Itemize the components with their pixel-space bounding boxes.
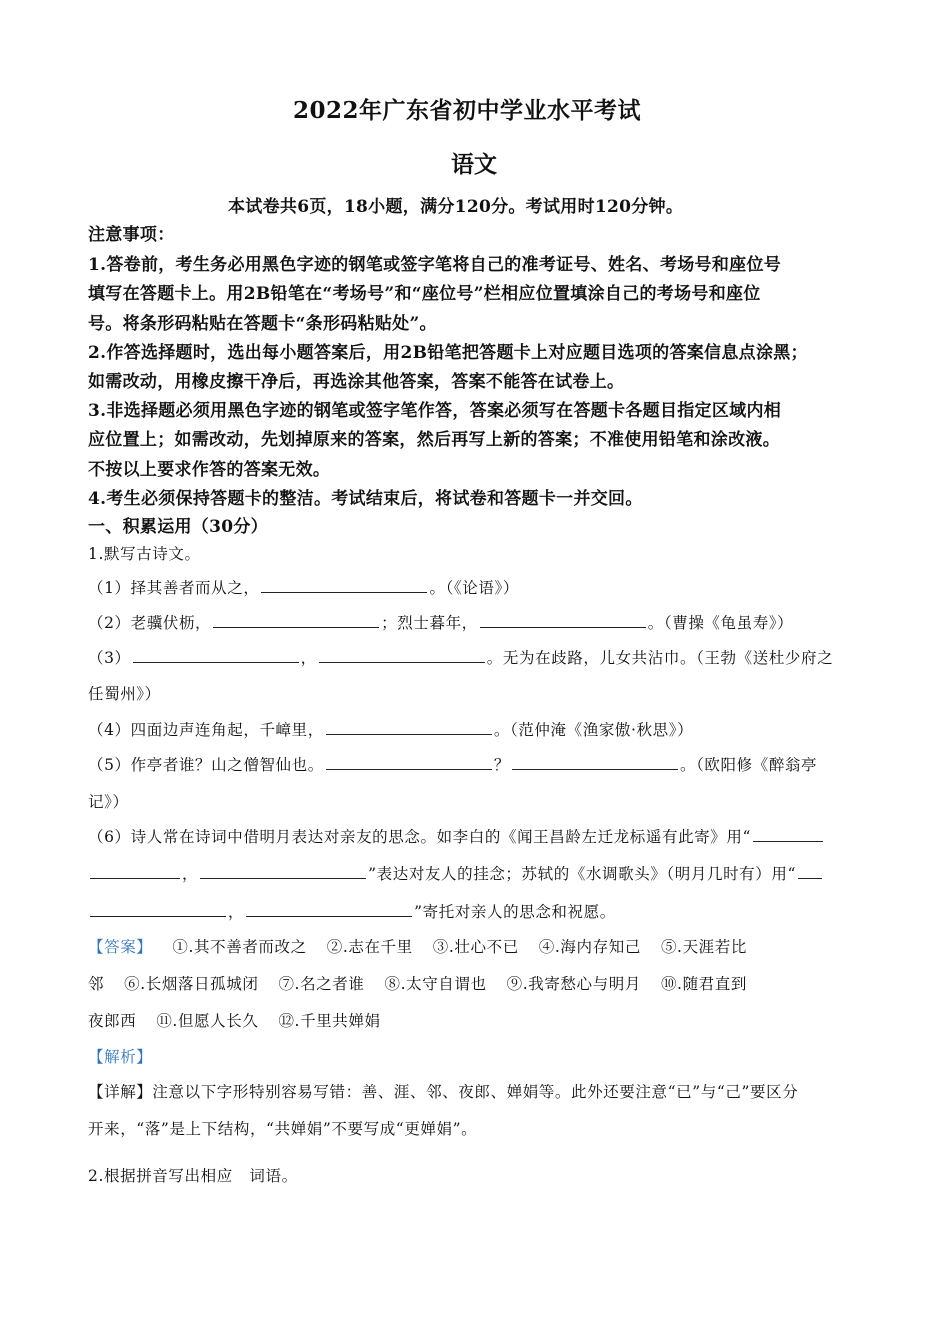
- analysis-detail-line-1: [88, 1080, 798, 1102]
- q1-part-1: [88, 576, 519, 598]
- analysis-label: 【解析】: [88, 1048, 153, 1066]
- notice-item-3-line-2: 应位置上；如需改动，先划掉原来的答案，然后再写上新的答案；不准使用铅笔和涂改液。: [88, 430, 780, 450]
- answer-item: ③.壮心不已: [432, 938, 519, 956]
- q1-part-3: [88, 646, 833, 668]
- q1-part-6-end: ”寄托对亲人的思念和祝愿。: [414, 903, 616, 921]
- answer-item: ②.志在千里: [326, 938, 413, 956]
- q1-part-3-text: 。无为在歧路，儿女共沾巾。（王勃《送杜少府之: [486, 649, 834, 667]
- q1-part-5: [88, 753, 817, 775]
- answer-blank[interactable]: [798, 863, 822, 879]
- answer-item: ⑫.千里共婵娟: [278, 1012, 381, 1030]
- q1-part-3-cont: 任蜀州》）: [88, 685, 161, 703]
- answer-item: ⑧.太守自谓也: [384, 975, 487, 993]
- notice-item-3-line-1: 3.非选择题必须用黑色字迹的钢笔或签字笔作答，答案必须写在答题卡各题目指定区域内相: [88, 401, 782, 421]
- answer-item: ⑨.我寄愁心与明月: [506, 975, 641, 993]
- notice-item-2-line-1: 2.作答选择题时，选出每小题答案后，用2B铅笔把答题卡上对应题目选项的答案信息点涂黑；: [88, 343, 808, 363]
- answer-blank[interactable]: [133, 647, 299, 663]
- q1-part-3-num: （3）: [88, 649, 131, 667]
- q2-stem: 2.根据拼音写出相应 词语。: [88, 1167, 298, 1185]
- q1-part-4: [88, 718, 693, 740]
- answer-blank[interactable]: [512, 754, 678, 770]
- answer-item: 邻: [88, 975, 105, 993]
- q1-part-6-mid: ，: [182, 865, 199, 883]
- notice-item-1-line-3: 号。将条形码粘贴在答题卡“条形码粘贴处”。: [88, 314, 437, 334]
- q1-part-1-source: 。（《论语》）: [429, 579, 519, 597]
- q1-part-2-source: 。（曹操《龟虽寿》）: [647, 614, 794, 632]
- q1-part-2-mid: ；烈士暮年，: [381, 614, 478, 632]
- notice-item-4-line-1: 4.考生必须保持答题卡的整洁。考试结束后，将试卷和答题卡一并交回。: [88, 489, 643, 509]
- answer-line-2: [88, 972, 747, 994]
- q1-part-4-source: 。（范仲淹《渔家傲·秋思》）: [493, 721, 694, 739]
- q1-part-6-text: （6）诗人常在诗词中借明月表达对亲友的思念。如李白的《闻王昌龄左迁龙标遥有此寄》用“: [88, 828, 751, 846]
- answer-blank[interactable]: [480, 612, 646, 628]
- answer-blank[interactable]: [326, 719, 492, 735]
- answer-blank[interactable]: [319, 647, 485, 663]
- answer-blank[interactable]: [200, 863, 366, 879]
- answer-blank[interactable]: [90, 901, 226, 917]
- notice-heading: 注意事项：: [88, 225, 175, 245]
- answer-blank[interactable]: [326, 754, 492, 770]
- answer-item: ①.其不善者而改之: [172, 938, 307, 956]
- answer-blank[interactable]: [90, 863, 180, 879]
- notice-item-1-line-1: 1.答卷前，考生务必用黑色字迹的钢笔或签字笔将自己的准考证号、姓名、考场号和座位号: [88, 255, 782, 275]
- notice-item-1-line-2: 填写在答题卡上。用2B铅笔在“考场号”和“座位号”栏相应位置填涂自己的考场号和座位: [88, 284, 761, 304]
- notice-item-3-line-3: 不按以上要求作答的答案无效。: [88, 460, 331, 480]
- q1-part-5-mid: ？: [493, 756, 510, 774]
- analysis-detail-line-2: 开来，“落”是上下结构，“共婵娟”不要写成“更婵娟”。: [88, 1120, 478, 1138]
- answer-label: 【答案】: [88, 938, 153, 956]
- q1-part-6-mid-2: ，: [228, 903, 245, 921]
- answer-line-3: [88, 1009, 381, 1031]
- answer-blank[interactable]: [261, 577, 427, 593]
- subject-title: 语文: [451, 151, 497, 178]
- answer-blank[interactable]: [246, 901, 412, 917]
- q1-part-2: [88, 611, 793, 633]
- q1-part-4-text: （4）四面边声连角起，千嶂里，: [88, 721, 324, 739]
- answer-blank[interactable]: [753, 826, 823, 842]
- q1-part-5-cont: 记》）: [88, 793, 129, 811]
- q1-part-6: [88, 825, 825, 847]
- answer-item: ⑦.名之者谁: [278, 975, 365, 993]
- answer-item: ⑩.随君直到: [660, 975, 747, 993]
- section-heading: 一、积累运用（30分）: [88, 517, 268, 537]
- q1-part-6-text-2: ”表达对友人的挂念；苏轼的《水调歌头》（明月几时有）用“: [368, 865, 797, 883]
- q1-part-3-mid: ，: [300, 649, 317, 667]
- answer-item: ④.海内存知己: [538, 938, 641, 956]
- exam-info: 本试卷共6页，18小题，满分120分。考试用时120分钟。: [228, 197, 684, 217]
- answer-blank[interactable]: [213, 612, 379, 628]
- page-title: 2022年广东省初中学业水平考试: [293, 97, 642, 124]
- answer-item: ⑤.天涯若比: [660, 938, 747, 956]
- q1-part-5-source: 。（欧阳修《醉翁亭: [679, 756, 818, 774]
- q1-part-2-text: （2）老骥伏枥，: [88, 614, 212, 632]
- q1-part-6-line-2: [88, 862, 824, 884]
- q1-part-5-text: （5）作亭者谁？山之僧智仙也。: [88, 756, 324, 774]
- detail-label: 【详解】: [88, 1083, 153, 1101]
- q1-part-6-line-3: [88, 900, 616, 922]
- answer-line-1: [88, 935, 747, 957]
- answer-item: ⑪.但愿人长久: [156, 1012, 259, 1030]
- answer-item: 夜郎西: [88, 1012, 137, 1030]
- detail-text: 注意以下字形特别容易写错：善、涯、邻、夜郎、婵娟等。此外还要注意“已”与“己”要区分: [152, 1083, 799, 1101]
- notice-item-2-line-2: 如需改动，用橡皮擦干净后，再选涂其他答案，答案不能答在试卷上。: [88, 372, 625, 392]
- answer-item: ⑥.长烟落日孤城闭: [124, 975, 259, 993]
- q1-stem: 1.默写古诗文。: [88, 545, 201, 563]
- q1-part-1-text: （1）择其善者而从之，: [88, 579, 260, 597]
